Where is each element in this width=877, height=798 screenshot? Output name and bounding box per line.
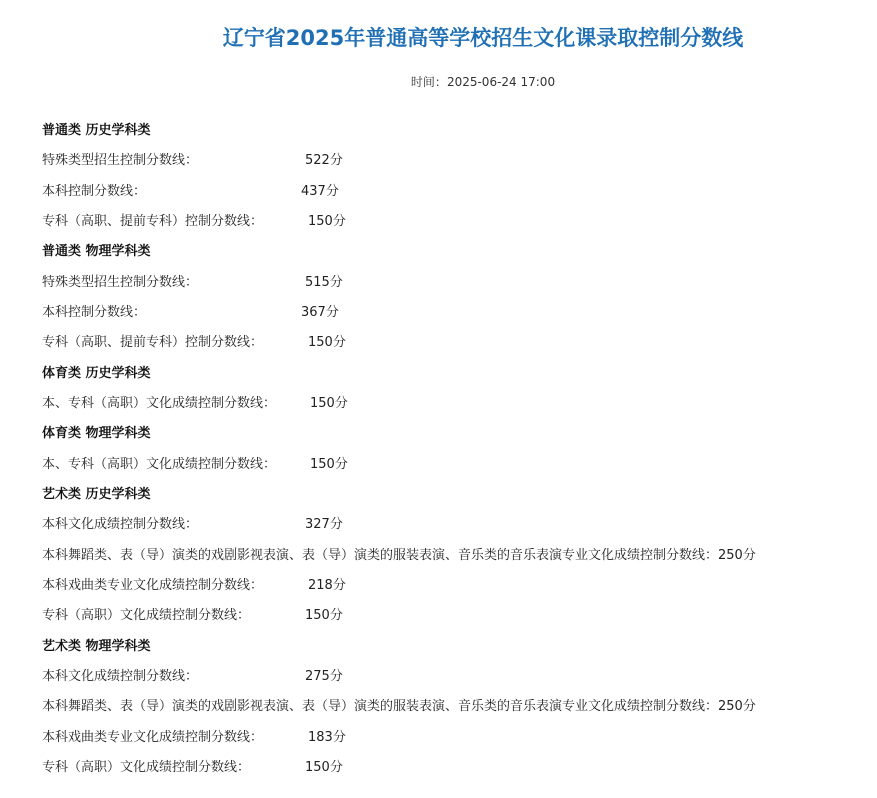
score-line bbox=[42, 268, 877, 298]
score-label: 本、专科（高职）文化成绩控制分数线： bbox=[42, 395, 277, 411]
score-value: 275分 bbox=[305, 668, 343, 684]
score-value: 150分 bbox=[308, 335, 346, 351]
section-heading: 普通类 物理学科类 bbox=[42, 244, 151, 260]
section-heading: 艺术类 历史学科类 bbox=[42, 486, 151, 502]
score-line bbox=[42, 207, 877, 237]
score-line bbox=[42, 510, 877, 540]
score-line bbox=[42, 328, 877, 358]
score-value: 437分 bbox=[301, 183, 339, 199]
section-heading: 艺术类 物理学科类 bbox=[42, 638, 151, 654]
score-value: 367分 bbox=[301, 304, 339, 320]
page-title: 辽宁省2025年普通高等学校招生文化课录取控制分数线 bbox=[222, 26, 744, 50]
score-line bbox=[42, 662, 877, 692]
section-heading: 体育类 历史学科类 bbox=[42, 365, 151, 381]
time-label: 时间： bbox=[410, 75, 447, 89]
score-value: 150分 bbox=[305, 759, 343, 775]
score-label: 专科（高职）文化成绩控制分数线： bbox=[42, 608, 251, 624]
score-value: 150分 bbox=[310, 456, 348, 472]
score-value: 522分 bbox=[305, 153, 343, 169]
score-value: 218分 bbox=[308, 577, 346, 593]
score-line bbox=[42, 146, 877, 176]
score-value: 150分 bbox=[308, 213, 346, 229]
score-label: 专科（高职）文化成绩控制分数线： bbox=[42, 759, 251, 775]
score-label: 本科文化成绩控制分数线： bbox=[42, 517, 199, 533]
score-value: 183分 bbox=[308, 729, 346, 745]
section-heading: 体育类 物理学科类 bbox=[42, 426, 151, 442]
score-label: 特殊类型招生控制分数线： bbox=[42, 274, 199, 290]
score-label: 本、专科（高职）文化成绩控制分数线： bbox=[42, 456, 277, 472]
score-label: 专科（高职、提前专科）控制分数线： bbox=[42, 213, 264, 229]
score-line bbox=[42, 450, 877, 480]
score-line bbox=[42, 753, 877, 783]
score-label: 本科控制分数线： bbox=[42, 304, 147, 320]
score-line bbox=[42, 601, 877, 631]
score-line bbox=[42, 723, 877, 753]
score-value: 150分 bbox=[305, 608, 343, 624]
time-value: 2025-06-24 17:00 bbox=[446, 75, 556, 89]
publish-time bbox=[0, 73, 877, 90]
score-line bbox=[42, 389, 877, 419]
score-line bbox=[42, 177, 877, 207]
score-label: 本科控制分数线： bbox=[42, 183, 147, 199]
score-line bbox=[42, 571, 877, 601]
section-heading: 普通类 历史学科类 bbox=[42, 123, 151, 138]
score-value: 515分 bbox=[305, 274, 343, 290]
score-label: 本科戏曲类专业文化成绩控制分数线： bbox=[42, 577, 264, 593]
score-line: 本科舞蹈类、表（导）演类的戏剧影视表演、表（导）演类的服装表演、音乐类的音乐表演专业文化成绩控制分数线：250分 bbox=[42, 547, 756, 563]
score-line bbox=[42, 298, 877, 328]
score-label: 特殊类型招生控制分数线： bbox=[42, 153, 199, 169]
score-label: 专科（高职、提前专科）控制分数线： bbox=[42, 335, 264, 351]
score-value: 327分 bbox=[305, 517, 343, 533]
score-value: 150分 bbox=[310, 395, 348, 411]
score-label: 本科文化成绩控制分数线： bbox=[42, 668, 199, 684]
score-line: 本科舞蹈类、表（导）演类的戏剧影视表演、表（导）演类的服装表演、音乐类的音乐表演专业文化成绩控制分数线：250分 bbox=[42, 699, 756, 715]
score-list bbox=[42, 116, 877, 783]
score-label: 本科戏曲类专业文化成绩控制分数线： bbox=[42, 729, 264, 745]
